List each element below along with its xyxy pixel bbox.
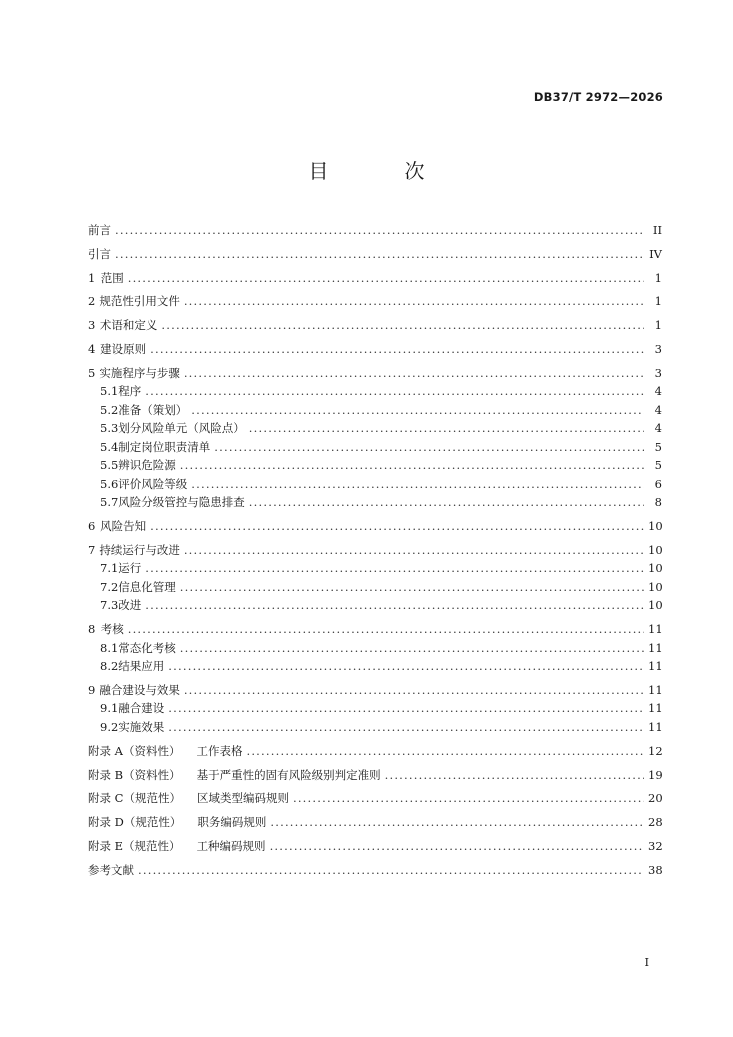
toc-entry-number: 5.3 <box>100 421 119 436</box>
toc-entry-number: 5.2 <box>100 402 119 417</box>
toc-entry[interactable] <box>88 401 662 420</box>
toc-entry-number: 7.1 <box>100 561 119 576</box>
toc-entry-label: 基于严重性的固有风险级别判定准则 <box>196 767 381 782</box>
toc-entry-number: 7 <box>88 542 96 557</box>
dot-leader <box>270 837 644 856</box>
toc-entry[interactable] <box>88 269 662 288</box>
dot-leader <box>128 620 644 639</box>
dot-leader <box>249 419 644 438</box>
toc-entry-label: 工作表格 <box>196 743 243 758</box>
toc-entry-page: 3 <box>654 365 662 380</box>
toc-entry[interactable] <box>88 456 662 475</box>
dot-leader <box>180 456 644 475</box>
table-of-contents <box>88 221 662 879</box>
toc-entry-page: 10 <box>648 542 663 557</box>
toc-entry-label: 常态化考核 <box>118 640 176 655</box>
toc-entry-label: 规范性引用文件 <box>99 294 180 309</box>
dot-leader <box>145 382 644 401</box>
toc-entry-page: 19 <box>648 767 663 782</box>
dot-leader <box>249 493 644 512</box>
toc-entry[interactable] <box>88 475 662 494</box>
toc-entry-page: 20 <box>648 791 663 806</box>
toc-entry[interactable] <box>88 221 662 240</box>
toc-entry-label: 术语和定义 <box>99 318 158 333</box>
page-number: I <box>644 955 649 969</box>
toc-entry[interactable] <box>88 681 662 700</box>
toc-entry-label: 风险告知 <box>100 519 147 534</box>
toc-entry[interactable] <box>88 837 662 856</box>
standard-code: DB37/T 2972—2026 <box>533 90 663 104</box>
toc-entry[interactable] <box>88 340 662 359</box>
toc-entry-page: 11 <box>648 659 663 674</box>
toc-entry[interactable] <box>88 578 662 597</box>
dot-leader <box>246 742 644 761</box>
toc-entry-label: 区域类型编码规则 <box>196 791 289 806</box>
toc-entry-page: 11 <box>648 719 663 734</box>
toc-entry-label: 建设原则 <box>100 341 147 356</box>
toc-entry-page: 11 <box>648 682 663 697</box>
toc-entry-number: 附录 E（规范性） <box>88 838 181 853</box>
toc-entry-number: 5.6 <box>100 476 119 491</box>
toc-entry-page: 4 <box>654 421 662 436</box>
toc-entry-label: 工种编码规则 <box>196 838 266 853</box>
dot-leader <box>161 316 644 335</box>
toc-entry-label: 前言 <box>88 223 111 237</box>
dot-leader <box>184 292 644 311</box>
toc-entry-number: 7.2 <box>100 579 119 594</box>
dot-leader <box>385 766 644 785</box>
toc-entry-label: 范围 <box>100 270 124 285</box>
toc-entry-page: 5 <box>654 458 662 473</box>
toc-entry-label: 信息化管理 <box>118 579 176 594</box>
toc-entry-number: 5.7 <box>100 495 119 510</box>
toc-entry-label: 实施效果 <box>118 719 165 734</box>
toc-entry-number: 4 <box>88 341 96 356</box>
toc-entry-number: 8.2 <box>100 659 119 674</box>
toc-entry[interactable] <box>88 657 662 676</box>
toc-entry-label: 职务编码规则 <box>197 815 267 830</box>
dot-leader <box>145 559 644 578</box>
toc-entry-number: 附录 A（资料性） <box>88 743 181 758</box>
dot-leader <box>138 861 644 880</box>
toc-entry-number: 9 <box>88 682 96 697</box>
toc-entry-label: 考核 <box>100 622 124 637</box>
dot-leader <box>115 221 644 240</box>
toc-entry-page: II <box>652 223 662 237</box>
dot-leader <box>191 475 644 494</box>
toc-entry[interactable] <box>88 438 662 457</box>
toc-entry-number: 5.1 <box>100 384 119 399</box>
toc-entry-page: 11 <box>648 640 663 655</box>
toc-entry-number: 2 <box>88 294 96 309</box>
toc-entry[interactable] <box>88 639 662 658</box>
dot-leader <box>191 401 644 420</box>
dot-leader <box>293 789 644 808</box>
toc-entry-page: 28 <box>648 815 663 830</box>
toc-entry-label: 改进 <box>118 598 142 613</box>
dot-leader <box>184 681 644 700</box>
toc-entry-label: 制定岗位职责清单 <box>118 439 211 454</box>
dot-leader <box>168 657 644 676</box>
toc-entry-label: 引言 <box>88 246 111 261</box>
toc-entry-number: 9.1 <box>100 701 119 716</box>
toc-entry-number: 5 <box>88 365 96 380</box>
toc-entry-label: 划分风险单元（风险点） <box>118 421 245 436</box>
toc-entry-page: 12 <box>648 743 663 758</box>
dot-leader <box>180 578 644 597</box>
toc-entry-page: 11 <box>648 622 663 637</box>
toc-entry[interactable] <box>88 541 662 560</box>
toc-entry-page: 10 <box>648 579 663 594</box>
toc-entry-number: 1 <box>88 270 96 285</box>
toc-entry-number: 3 <box>88 318 96 333</box>
toc-entry-number: 附录 B（资料性） <box>88 767 181 782</box>
dot-leader <box>270 813 644 832</box>
toc-entry-number: 附录 D（规范性） <box>88 815 182 830</box>
toc-entry[interactable] <box>88 813 662 832</box>
toc-entry[interactable] <box>88 699 662 718</box>
dot-leader <box>145 596 644 615</box>
toc-entry-page: 10 <box>648 598 663 613</box>
toc-title: 目 次 <box>308 159 453 183</box>
toc-entry-label: 实施程序与步骤 <box>99 365 180 380</box>
toc-entry-page: 6 <box>654 476 662 491</box>
toc-entry-page: 10 <box>648 519 663 534</box>
dot-leader <box>128 269 644 288</box>
toc-entry[interactable] <box>88 382 662 401</box>
toc-entry[interactable] <box>88 559 662 578</box>
toc-entry-number: 7.3 <box>100 598 119 613</box>
toc-entry-number: 附录 C（规范性） <box>88 791 181 806</box>
dot-leader <box>168 699 644 718</box>
toc-entry-page: 8 <box>654 495 662 510</box>
toc-entry-page: 4 <box>654 402 662 417</box>
dot-leader <box>180 639 644 658</box>
toc-entry[interactable] <box>88 596 662 615</box>
toc-entry[interactable] <box>88 316 662 335</box>
toc-entry[interactable] <box>88 766 662 785</box>
toc-entry-page: 3 <box>654 341 662 356</box>
toc-entry-label: 持续运行与改进 <box>99 542 180 557</box>
toc-entry-page: 1 <box>654 318 662 333</box>
toc-entry-number: 5.5 <box>100 458 119 473</box>
toc-entry-page: IV <box>649 246 662 261</box>
toc-entry[interactable] <box>88 292 662 311</box>
toc-entry-number: 8 <box>88 622 96 637</box>
toc-entry-label: 运行 <box>118 561 142 576</box>
dot-leader <box>214 438 644 457</box>
toc-entry[interactable] <box>88 493 662 512</box>
toc-entry-page: 32 <box>648 838 663 853</box>
toc-entry-number: 6 <box>88 519 96 534</box>
toc-entry[interactable] <box>88 789 662 808</box>
toc-entry-page: 1 <box>654 270 662 285</box>
toc-entry[interactable] <box>88 245 662 264</box>
toc-entry[interactable] <box>88 861 662 880</box>
toc-entry-page: 11 <box>648 701 663 716</box>
toc-entry-label: 融合建设 <box>118 701 165 716</box>
toc-entry-label: 辨识危险源 <box>118 458 176 473</box>
toc-entry[interactable] <box>88 718 662 737</box>
toc-entry-number: 8.1 <box>100 640 119 655</box>
toc-entry-label: 程序 <box>118 384 142 399</box>
toc-entry-number: 9.2 <box>100 719 119 734</box>
toc-entry[interactable] <box>88 620 662 639</box>
toc-entry[interactable] <box>88 742 662 761</box>
toc-entry-page: 38 <box>648 862 663 877</box>
dot-leader <box>115 245 644 264</box>
toc-entry-label: 评价风险等级 <box>118 476 188 491</box>
toc-entry-page: 1 <box>654 294 662 309</box>
toc-entry-number: 5.4 <box>100 439 119 454</box>
toc-entry[interactable] <box>88 517 662 536</box>
toc-entry-label: 风险分级管控与隐患排查 <box>118 495 245 510</box>
dot-leader <box>150 517 644 536</box>
dot-leader <box>150 340 644 359</box>
dot-leader <box>184 364 644 383</box>
toc-entry-label: 结果应用 <box>118 659 165 674</box>
toc-entry-page: 5 <box>654 439 662 454</box>
toc-entry-label: 参考文献 <box>88 862 134 877</box>
toc-entry-label: 准备（策划） <box>118 402 188 417</box>
toc-entry[interactable] <box>88 364 662 383</box>
dot-leader <box>168 718 644 737</box>
toc-entry-page: 10 <box>648 561 663 576</box>
dot-leader <box>184 541 644 560</box>
toc-entry-page: 4 <box>654 384 662 399</box>
toc-entry[interactable] <box>88 419 662 438</box>
toc-entry-label: 融合建设与效果 <box>99 682 180 697</box>
